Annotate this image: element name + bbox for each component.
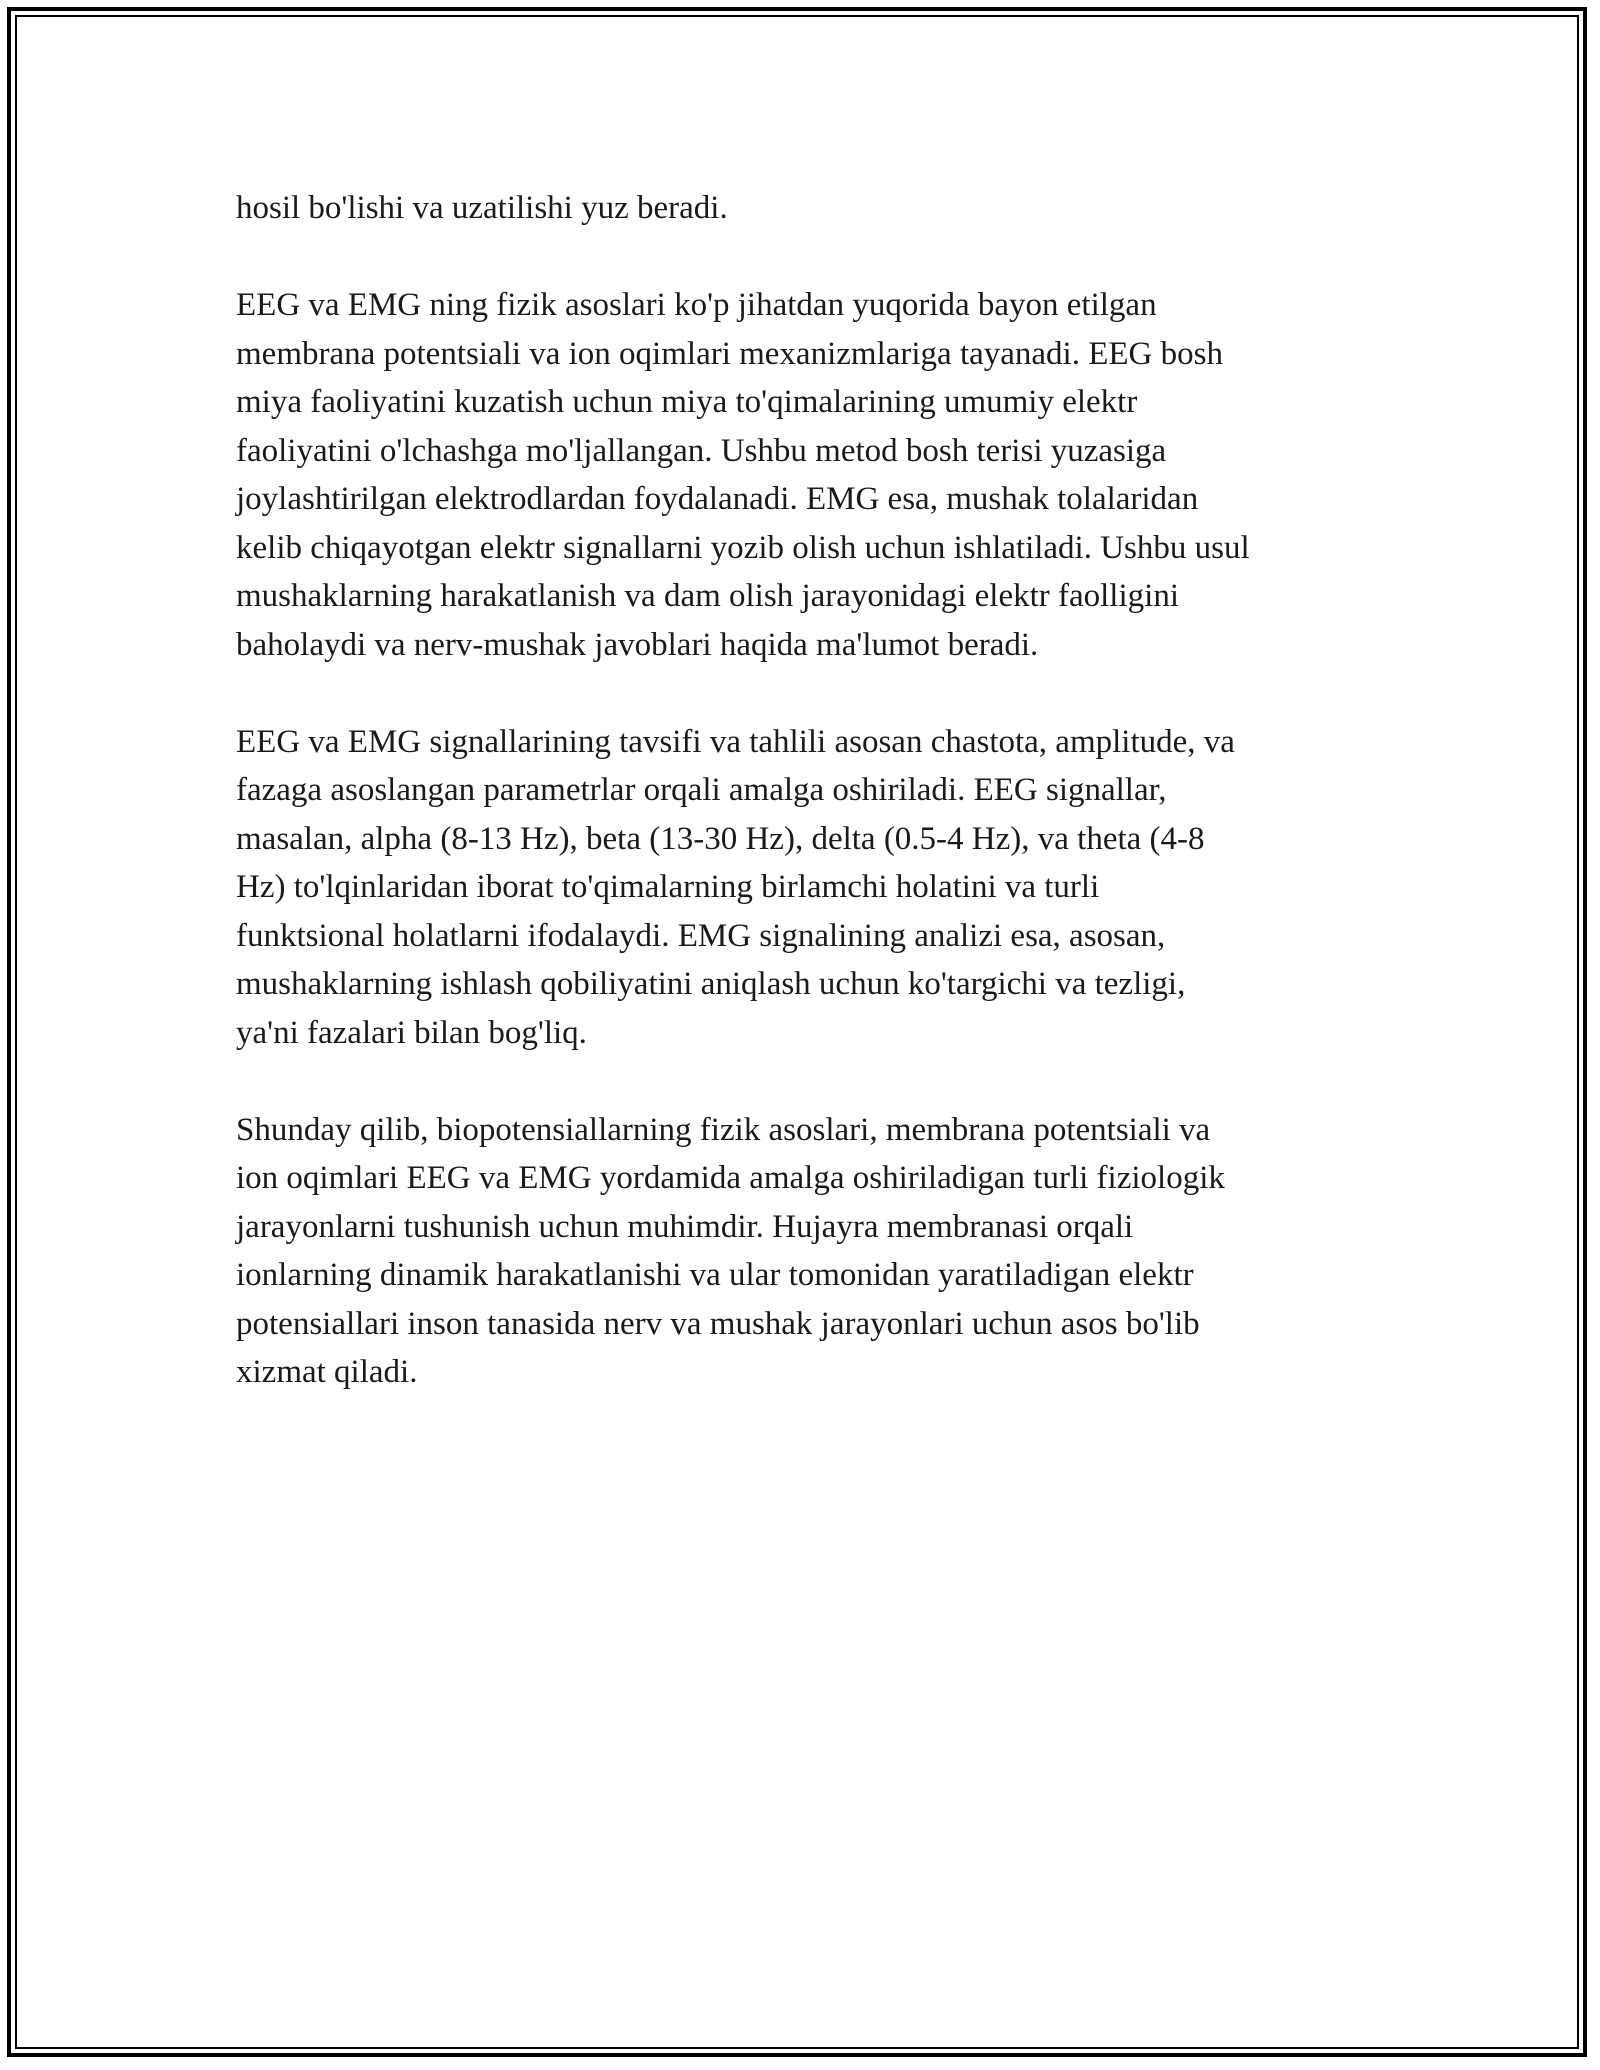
paragraph-conclusion: Shunday qilib, biopotensiallarning fizik asoslari, membrana potentsiali va ion oqimlari EEG va EMG yordamida amalga oshiriladigan turli fiziologik jarayonlarni tushunish uchun muhimdir. Hujayra membranasi orqali ionlarning dinamik harakatlanishi va ular tomonidan yaratiladigan elektr potensiallari inson tanasida nerv va mushak jarayonlari uchun asos bo'lib xizmat qiladi.: [236, 1111, 1225, 1390]
paragraph-continuation: hosil bo'lishi va uzatilishi yuz beradi.: [236, 190, 728, 226]
paragraph-signal-analysis: EEG va EMG signallarining tavsifi va tahlili asosan chastota, amplitude, va fazaga asoslangan parametrlar orqali amalga oshiriladi. EEG signallar, masalan, alpha (8-13 Hz), beta (13-30 Hz), delta (0.5-4 Hz), va theta (4-8 Hz) to'lqinlaridan iborat to'qimalarning birlamchi holatini va turli funktsional holatlarni ifodalaydi. EMG signalining analizi esa, asosan, mushaklarning ishlash qobiliyatini aniqlash uchun ko'targichi va tezligi, ya'ni fazalari bilan bog'liq.: [236, 723, 1235, 1051]
paragraph-eeg-emg-basics: EEG va EMG ning fizik asoslari ko'p jihatdan yuqorida bayon etilgan membrana potentsiali va ion oqimlari mexanizmlariga tayanadi. EEG bosh miya faoliyatini kuzatish uchun miya to'qimalarining umumiy elektr faoliyatini o'lchashga mo'ljallangan. Ushbu metod bosh terisi yuzasiga joylashtirilgan elektrodlardan foydalanadi. EMG esa, mushak tolalaridan kelib chiqayotgan elektr signallarni yozib olish uchun ishlatiladi. Ushbu usul mushaklarning harakatlanish va dam olish jarayonidagi elektr faolligini baholaydi va nerv-mushak javoblari haqida ma'lumot beradi.: [236, 287, 1250, 663]
document-body: [236, 184, 1386, 1445]
